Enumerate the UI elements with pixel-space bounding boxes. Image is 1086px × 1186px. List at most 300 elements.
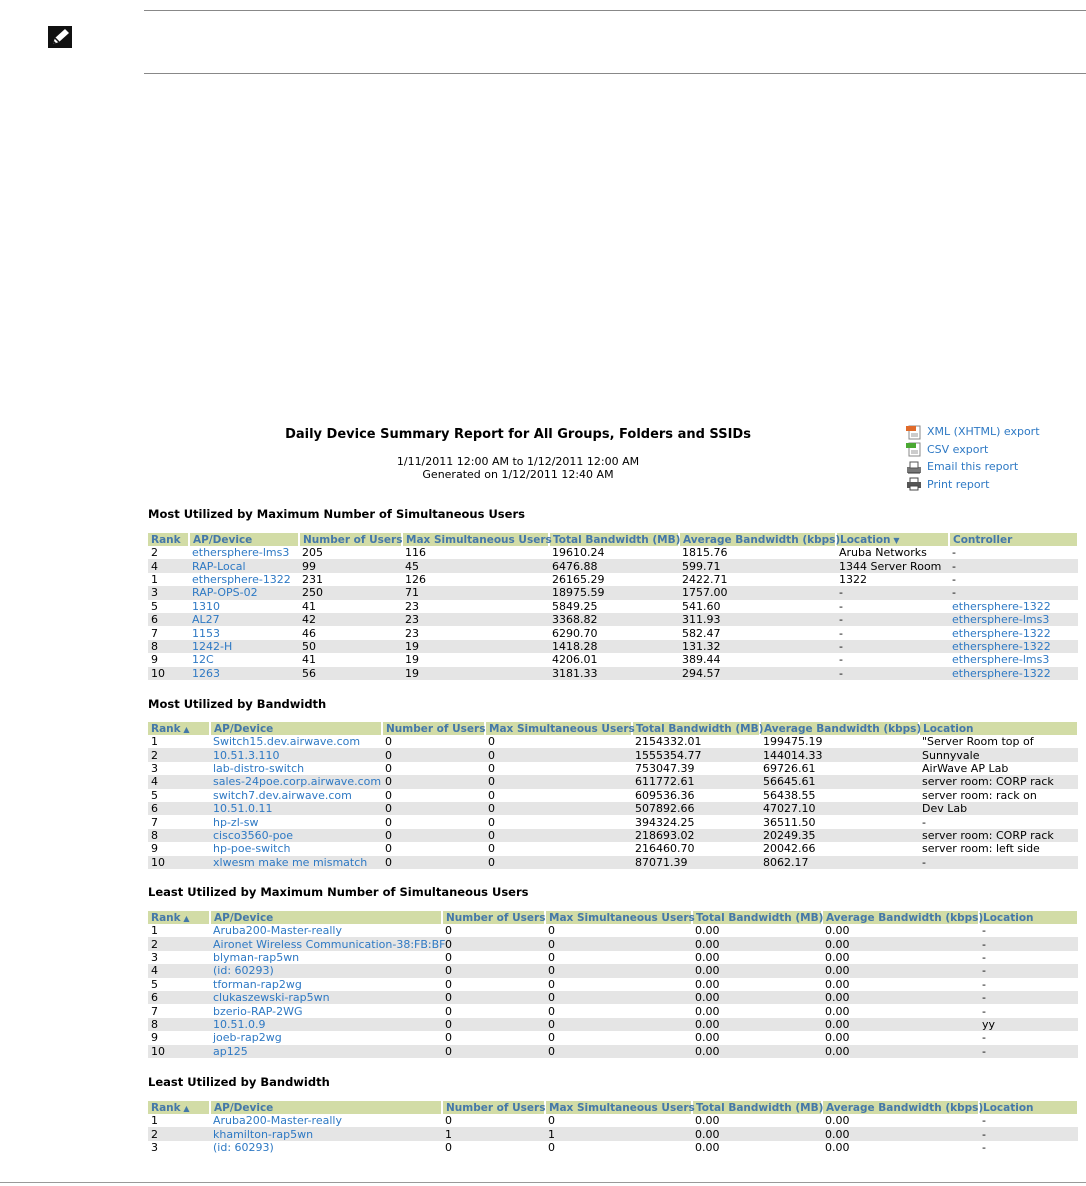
column-header[interactable]: Average Bandwidth (kbps) bbox=[822, 1101, 979, 1114]
table-cell: 0 bbox=[485, 829, 632, 842]
table-cell: - bbox=[982, 1140, 986, 1154]
table-cell: 144014.33 bbox=[760, 748, 919, 761]
table-cell: 199475.19 bbox=[763, 735, 823, 749]
table-cell: 7 bbox=[151, 626, 158, 640]
table-cell: 9 bbox=[151, 1031, 158, 1045]
column-header[interactable]: Total Bandwidth (MB) bbox=[549, 533, 679, 546]
report-generated: Generated on 1/12/2011 12:40 AM bbox=[422, 468, 614, 481]
table-cell: 23 bbox=[402, 613, 549, 626]
column-header[interactable]: Average Bandwidth (kbps) bbox=[822, 911, 979, 924]
sort-asc-icon[interactable]: ▲ bbox=[180, 1103, 190, 1113]
device-link[interactable]: Aruba200-Master-really bbox=[213, 924, 342, 938]
table-cell: 8 bbox=[148, 1018, 210, 1031]
table-cell: 0 bbox=[382, 856, 485, 869]
device-link[interactable]: xlwesm make me mismatch bbox=[210, 856, 382, 869]
table-row bbox=[148, 1127, 1078, 1140]
table-cell: 0.00 bbox=[825, 1004, 850, 1018]
sort-desc-icon[interactable]: ▼ bbox=[890, 535, 900, 545]
table-cell: 0.00 bbox=[695, 1114, 720, 1128]
table-cell: 69726.61 bbox=[763, 761, 816, 775]
table-row bbox=[148, 951, 1078, 964]
export-links bbox=[906, 423, 1046, 493]
table-cell: 0.00 bbox=[695, 1004, 720, 1018]
report-container bbox=[148, 415, 1054, 1160]
table-cell: 0.00 bbox=[822, 964, 979, 977]
table-row bbox=[148, 978, 1078, 991]
table-cell: 0 bbox=[548, 1031, 555, 1045]
column-header[interactable]: Number of Users bbox=[382, 722, 485, 735]
table-cell: 3 bbox=[151, 761, 158, 775]
device-link[interactable]: (id: 60293) bbox=[210, 964, 442, 977]
column-header[interactable]: Max Simultaneous Users bbox=[545, 1101, 692, 1114]
table-cell: 20249.35 bbox=[760, 829, 919, 842]
controller-cell[interactable]: ethersphere-1322 bbox=[952, 599, 1051, 613]
table-cell: - bbox=[839, 626, 843, 640]
table-cell: 9 bbox=[151, 653, 158, 667]
table-cell: 7 bbox=[151, 1004, 158, 1018]
sort-asc-icon[interactable]: ▲ bbox=[180, 913, 190, 923]
csv-file-icon bbox=[906, 442, 922, 456]
table-cell: 4 bbox=[148, 964, 210, 977]
report-table bbox=[148, 722, 1079, 869]
table-cell: 10 bbox=[148, 667, 189, 680]
table-row bbox=[148, 775, 1078, 788]
table-cell: 0 bbox=[385, 735, 392, 749]
table-cell: - bbox=[982, 1114, 986, 1128]
xml-file-icon bbox=[906, 425, 922, 439]
column-header[interactable]: Rank bbox=[148, 533, 189, 546]
section-heading: Least Utilized by Maximum Number of Simultaneous Users bbox=[148, 885, 529, 899]
table-cell: 5 bbox=[151, 977, 158, 991]
controller-cell[interactable]: ethersphere-1322 bbox=[952, 626, 1051, 640]
table-cell: 19610.24 bbox=[552, 546, 605, 560]
table-cell: 6 bbox=[148, 802, 210, 815]
column-header[interactable]: Max Simultaneous Users bbox=[485, 722, 632, 735]
column-header[interactable]: Location ▼ bbox=[836, 533, 949, 546]
table-cell: 0.00 bbox=[822, 1127, 979, 1140]
table-cell: 116 bbox=[405, 546, 426, 560]
device-link[interactable]: 12C bbox=[192, 653, 214, 667]
device-link[interactable]: 1263 bbox=[189, 667, 299, 680]
table-cell: 0.00 bbox=[822, 991, 979, 1004]
table-cell: 4 bbox=[148, 775, 210, 788]
table-cell: - bbox=[836, 613, 949, 626]
table-cell: 56645.61 bbox=[760, 775, 919, 788]
table-cell: 1322 bbox=[839, 572, 867, 586]
table-cell: 23 bbox=[405, 599, 419, 613]
table-cell: - bbox=[979, 991, 1078, 1004]
report-title: Daily Device Summary Report for All Groups, Folders and SSIDs bbox=[285, 427, 751, 442]
table-row bbox=[148, 613, 1078, 626]
table-cell: "Server Room top of bbox=[922, 735, 1034, 749]
table-cell: 0.00 bbox=[822, 1018, 979, 1031]
table-cell: 311.93 bbox=[679, 613, 836, 626]
table-row bbox=[148, 559, 1078, 572]
table-cell: 3 bbox=[151, 950, 158, 964]
table-cell: 0 bbox=[385, 761, 392, 775]
column-header[interactable]: Total Bandwidth (MB) bbox=[632, 722, 760, 735]
table-cell: yy bbox=[979, 1018, 1078, 1031]
table-row bbox=[148, 735, 1078, 748]
table-cell: server room: CORP rack bbox=[919, 829, 1078, 842]
table-cell: 1 bbox=[151, 924, 158, 938]
table-cell: 0 bbox=[385, 815, 392, 829]
table-cell: 541.60 bbox=[682, 599, 721, 613]
table-cell: 609536.36 bbox=[635, 788, 695, 802]
table-cell: 0.00 bbox=[692, 964, 822, 977]
table-cell: - bbox=[979, 1127, 1078, 1140]
table-cell: 7 bbox=[151, 815, 158, 829]
table-cell: 41 bbox=[302, 599, 316, 613]
controller-cell[interactable]: ethersphere-lms3 bbox=[952, 653, 1050, 667]
table-cell: 4 bbox=[148, 559, 189, 572]
table-cell: 0.00 bbox=[692, 937, 822, 950]
table-cell: 582.47 bbox=[682, 626, 721, 640]
column-header[interactable]: Location bbox=[919, 722, 1078, 735]
table-cell: 50 bbox=[299, 640, 402, 653]
table-cell: 0 bbox=[545, 1018, 692, 1031]
table-cell: 0 bbox=[485, 802, 632, 815]
table-cell: 0 bbox=[442, 1045, 545, 1058]
table-cell: 10 bbox=[148, 856, 210, 869]
print-report-link[interactable] bbox=[906, 476, 1046, 494]
table-cell: 0.00 bbox=[692, 1127, 822, 1140]
table-cell: 5 bbox=[151, 599, 158, 613]
table-cell: 1 bbox=[151, 1114, 158, 1128]
device-link[interactable]: (id: 60293) bbox=[213, 1140, 274, 1154]
table-cell: 19 bbox=[402, 640, 549, 653]
table-cell: 0 bbox=[485, 775, 632, 788]
sort-asc-icon[interactable]: ▲ bbox=[180, 724, 190, 734]
column-header[interactable]: Number of Users bbox=[442, 911, 545, 924]
table-cell: 1 bbox=[151, 572, 158, 586]
table-cell: 2 bbox=[151, 546, 158, 560]
table-cell: 0 bbox=[385, 788, 392, 802]
note-pencil-icon bbox=[46, 24, 76, 50]
table-cell: 753047.39 bbox=[635, 761, 695, 775]
table-cell: 0.00 bbox=[695, 977, 720, 991]
email-report-link[interactable] bbox=[906, 458, 1046, 476]
column-header[interactable]: AP/Device bbox=[189, 533, 299, 546]
table-cell: - bbox=[836, 586, 949, 599]
device-link[interactable]: bzerio-RAP-2WG bbox=[213, 1004, 303, 1018]
table-cell: 6 bbox=[148, 613, 189, 626]
table-header-row bbox=[148, 533, 1078, 546]
report-date-range: 1/11/2011 12:00 AM to 1/12/2011 12:00 AM bbox=[396, 455, 640, 468]
csv-export-link[interactable] bbox=[906, 441, 1046, 459]
device-link[interactable]: RAP-OPS-02 bbox=[189, 586, 299, 599]
table-cell: 87071.39 bbox=[632, 856, 760, 869]
table-cell: 0.00 bbox=[825, 924, 850, 938]
table-cell: 19 bbox=[405, 653, 419, 667]
table-cell: 0 bbox=[545, 964, 692, 977]
table-cell: 0.00 bbox=[825, 1114, 850, 1128]
table-cell: 0 bbox=[545, 937, 692, 950]
column-header[interactable]: Total Bandwidth (MB) bbox=[692, 911, 822, 924]
table-cell: 26165.29 bbox=[552, 572, 605, 586]
column-header[interactable]: Max Simultaneous Users bbox=[402, 533, 549, 546]
table-cell: 1757.00 bbox=[679, 586, 836, 599]
table-cell: 0 bbox=[445, 1140, 452, 1154]
device-link[interactable]: Switch15.dev.airwave.com bbox=[213, 735, 361, 749]
table-cell: - bbox=[982, 924, 986, 938]
table-cell: 507892.66 bbox=[632, 802, 760, 815]
printer-icon bbox=[906, 477, 922, 491]
table-cell: 20042.66 bbox=[763, 842, 816, 856]
top-rule bbox=[144, 10, 1086, 11]
table-row bbox=[148, 626, 1078, 639]
table-cell: 0.00 bbox=[695, 950, 720, 964]
table-row bbox=[148, 842, 1078, 855]
table-cell: 0.00 bbox=[695, 924, 720, 938]
section-heading: Most Utilized by Maximum Number of Simultaneous Users bbox=[148, 507, 525, 521]
table-cell: 1815.76 bbox=[682, 546, 728, 560]
table-row bbox=[148, 964, 1078, 977]
table-cell: 0 bbox=[548, 1140, 555, 1154]
column-header[interactable]: Rank ▲ bbox=[148, 722, 210, 735]
table-cell: 389.44 bbox=[682, 653, 721, 667]
table-cell: 0 bbox=[488, 761, 495, 775]
table-cell: 599.71 bbox=[679, 559, 836, 572]
table-cell: 45 bbox=[402, 559, 549, 572]
table-cell: 56 bbox=[299, 667, 402, 680]
report-table bbox=[148, 1101, 1079, 1154]
table-cell: 0 bbox=[548, 924, 555, 938]
column-header[interactable]: Rank ▲ bbox=[148, 1101, 210, 1114]
table-cell: 47027.10 bbox=[760, 802, 919, 815]
table-cell: 36511.50 bbox=[763, 815, 816, 829]
table-row bbox=[148, 586, 1078, 599]
table-cell: 0.00 bbox=[825, 950, 850, 964]
device-link[interactable]: cisco3560-poe bbox=[210, 829, 382, 842]
table-cell: - bbox=[839, 599, 843, 613]
table-cell: Sunnyvale bbox=[919, 748, 1078, 761]
table-cell: 216460.70 bbox=[635, 842, 695, 856]
table-cell: 6290.70 bbox=[552, 626, 598, 640]
table-cell: 0 bbox=[488, 735, 495, 749]
table-cell: 10 bbox=[148, 1045, 210, 1058]
table-cell: 611772.61 bbox=[632, 775, 760, 788]
table-cell: 1 bbox=[151, 735, 158, 749]
device-link[interactable]: 1153 bbox=[192, 626, 220, 640]
device-link[interactable]: 1310 bbox=[192, 599, 220, 613]
device-link[interactable]: ethersphere-1322 bbox=[192, 572, 291, 586]
section-heading: Least Utilized by Bandwidth bbox=[148, 1075, 330, 1089]
print-report-text[interactable]: Print report bbox=[927, 477, 990, 491]
table-cell: 294.57 bbox=[679, 667, 836, 680]
table-cell: - bbox=[982, 1031, 986, 1045]
table-row bbox=[148, 802, 1078, 815]
table-cell: 3181.33 bbox=[549, 667, 679, 680]
email-report-text[interactable]: Email this report bbox=[927, 460, 1019, 474]
device-link[interactable]: sales-24poe.corp.airwave.com bbox=[210, 775, 382, 788]
table-cell: 0 bbox=[485, 748, 632, 761]
table-cell: 250 bbox=[299, 586, 402, 599]
controller-cell: - bbox=[952, 546, 956, 560]
table-cell: 1344 Server Room bbox=[836, 559, 949, 572]
section-heading: Most Utilized by Bandwidth bbox=[148, 697, 327, 711]
xml-export-text[interactable]: XML (XHTML) export bbox=[927, 425, 1040, 439]
device-link[interactable]: Aruba200-Master-really bbox=[213, 1114, 342, 1128]
column-header[interactable]: Controller bbox=[949, 533, 1078, 546]
device-link[interactable]: switch7.dev.airwave.com bbox=[213, 788, 352, 802]
table-cell: 71 bbox=[402, 586, 549, 599]
table-cell: 0 bbox=[445, 1031, 452, 1045]
table-cell: - bbox=[836, 640, 949, 653]
table-cell: 0 bbox=[545, 991, 692, 1004]
table-cell: 131.32 bbox=[679, 640, 836, 653]
table-cell: 1418.28 bbox=[549, 640, 679, 653]
table-row bbox=[148, 1004, 1078, 1017]
table-row bbox=[148, 573, 1078, 586]
table-row bbox=[148, 667, 1078, 680]
table-cell: server room: left side bbox=[922, 842, 1040, 856]
table-cell: 0 bbox=[548, 1114, 555, 1128]
table-cell: - bbox=[839, 653, 843, 667]
report-table bbox=[148, 533, 1079, 680]
table-cell: 0.00 bbox=[692, 1018, 822, 1031]
table-cell: 0 bbox=[548, 1004, 555, 1018]
table-cell: 8 bbox=[148, 829, 210, 842]
table-cell: - bbox=[982, 977, 986, 991]
table-cell: 0 bbox=[545, 1045, 692, 1058]
device-link[interactable]: blyman-rap5wn bbox=[213, 950, 300, 964]
column-header[interactable]: Number of Users bbox=[442, 1101, 545, 1114]
table-cell: 0 bbox=[445, 924, 452, 938]
xml-export-link[interactable] bbox=[906, 423, 1046, 441]
column-header[interactable]: AP/Device bbox=[210, 1101, 442, 1114]
table-row bbox=[148, 546, 1078, 559]
device-link[interactable]: joeb-rap2wg bbox=[213, 1031, 282, 1045]
table-cell: 99 bbox=[299, 559, 402, 572]
table-cell: 3 bbox=[148, 586, 189, 599]
table-cell: 2 bbox=[148, 1127, 210, 1140]
controller-cell: - bbox=[952, 572, 956, 586]
note-bottom-rule bbox=[144, 73, 1086, 74]
table-cell: 126 bbox=[405, 572, 426, 586]
device-link[interactable]: 10.51.3.110 bbox=[210, 748, 382, 761]
column-header[interactable]: Location bbox=[979, 1101, 1078, 1114]
table-cell: 2 bbox=[148, 937, 210, 950]
table-cell: 0 bbox=[382, 802, 485, 815]
table-cell: 0 bbox=[385, 842, 392, 856]
device-link[interactable]: ap125 bbox=[210, 1045, 442, 1058]
controller-cell[interactable]: ethersphere-lms3 bbox=[949, 613, 1078, 626]
controller-cell[interactable]: ethersphere-1322 bbox=[949, 667, 1078, 680]
table-row bbox=[148, 1114, 1078, 1127]
column-header[interactable]: AP/Device bbox=[210, 722, 382, 735]
column-header[interactable]: Average Bandwidth (kbps) bbox=[760, 722, 919, 735]
table-cell: 0 bbox=[442, 964, 545, 977]
csv-export-text[interactable]: CSV export bbox=[927, 442, 989, 456]
column-header[interactable]: Total Bandwidth (MB) bbox=[692, 1101, 822, 1114]
table-cell: 0.00 bbox=[692, 991, 822, 1004]
table-cell: - bbox=[919, 856, 1078, 869]
table-row bbox=[148, 1045, 1078, 1058]
table-row bbox=[148, 762, 1078, 775]
table-row bbox=[148, 653, 1078, 666]
table-cell: 9 bbox=[151, 842, 158, 856]
table-cell: - bbox=[836, 667, 949, 680]
table-cell: 0.00 bbox=[825, 1140, 850, 1154]
table-cell: 1 bbox=[442, 1127, 545, 1140]
table-cell: 6476.88 bbox=[549, 559, 679, 572]
column-header[interactable]: AP/Device bbox=[210, 911, 442, 924]
table-header-row bbox=[148, 1101, 1078, 1114]
device-link[interactable]: 1242-H bbox=[189, 640, 299, 653]
table-cell: - bbox=[922, 815, 926, 829]
device-link[interactable]: Aironet Wireless Communication-38:FB:BF bbox=[210, 937, 442, 950]
device-link[interactable]: lab-distro-switch bbox=[213, 761, 305, 775]
table-row bbox=[148, 815, 1078, 828]
column-header[interactable]: Location bbox=[979, 911, 1078, 924]
table-row bbox=[148, 829, 1078, 842]
column-header[interactable]: Average Bandwidth (kbps) bbox=[679, 533, 836, 546]
column-header[interactable]: Number of Users bbox=[299, 533, 402, 546]
table-cell: 5849.25 bbox=[552, 599, 598, 613]
table-row bbox=[148, 1141, 1078, 1154]
table-row bbox=[148, 789, 1078, 802]
table-row bbox=[148, 1018, 1078, 1031]
device-link[interactable]: RAP-Local bbox=[189, 559, 299, 572]
column-header[interactable]: Max Simultaneous Users bbox=[545, 911, 692, 924]
device-link[interactable]: hp-poe-switch bbox=[213, 842, 291, 856]
table-cell: 0 bbox=[382, 775, 485, 788]
table-row bbox=[148, 1031, 1078, 1044]
table-cell: 46 bbox=[302, 626, 316, 640]
table-cell: server room: rack on bbox=[922, 788, 1037, 802]
table-cell: 0.00 bbox=[692, 1045, 822, 1058]
table-cell: 0 bbox=[445, 1004, 452, 1018]
table-cell: - bbox=[979, 937, 1078, 950]
table-cell: 205 bbox=[302, 546, 323, 560]
table-cell: 0.00 bbox=[822, 1045, 979, 1058]
device-link[interactable]: tforman-rap2wg bbox=[213, 977, 302, 991]
controller-cell[interactable]: ethersphere-1322 bbox=[949, 640, 1078, 653]
controller-cell: - bbox=[949, 559, 1078, 572]
table-cell: 231 bbox=[302, 572, 323, 586]
table-cell: - bbox=[982, 1004, 986, 1018]
device-link[interactable]: ethersphere-lms3 bbox=[192, 546, 290, 560]
table-row bbox=[148, 856, 1078, 869]
device-link[interactable]: 10.51.0.9 bbox=[210, 1018, 442, 1031]
device-link[interactable]: 10.51.0.11 bbox=[210, 802, 382, 815]
table-cell: 3368.82 bbox=[549, 613, 679, 626]
table-cell: 23 bbox=[405, 626, 419, 640]
table-cell: 0.00 bbox=[825, 977, 850, 991]
table-cell: 0 bbox=[442, 1018, 545, 1031]
device-link[interactable]: khamilton-rap5wn bbox=[210, 1127, 442, 1140]
table-cell: 6 bbox=[148, 991, 210, 1004]
device-link[interactable]: hp-zl-sw bbox=[213, 815, 259, 829]
table-cell: 0 bbox=[488, 788, 495, 802]
table-row bbox=[148, 937, 1078, 950]
table-cell: 0 bbox=[548, 977, 555, 991]
table-cell: 218693.02 bbox=[632, 829, 760, 842]
column-header[interactable]: Rank ▲ bbox=[148, 911, 210, 924]
table-header-row bbox=[148, 722, 1078, 735]
table-cell: 0 bbox=[442, 991, 545, 1004]
table-cell: 2154332.01 bbox=[635, 735, 702, 749]
device-link[interactable]: AL27 bbox=[189, 613, 299, 626]
table-cell: 4206.01 bbox=[552, 653, 598, 667]
table-cell: 56438.55 bbox=[763, 788, 816, 802]
device-link[interactable]: clukaszewski-rap5wn bbox=[210, 991, 442, 1004]
table-cell: 5 bbox=[151, 788, 158, 802]
table-cell: - bbox=[982, 950, 986, 964]
table-header-row bbox=[148, 911, 1078, 924]
table-cell: 0.00 bbox=[695, 1140, 720, 1154]
